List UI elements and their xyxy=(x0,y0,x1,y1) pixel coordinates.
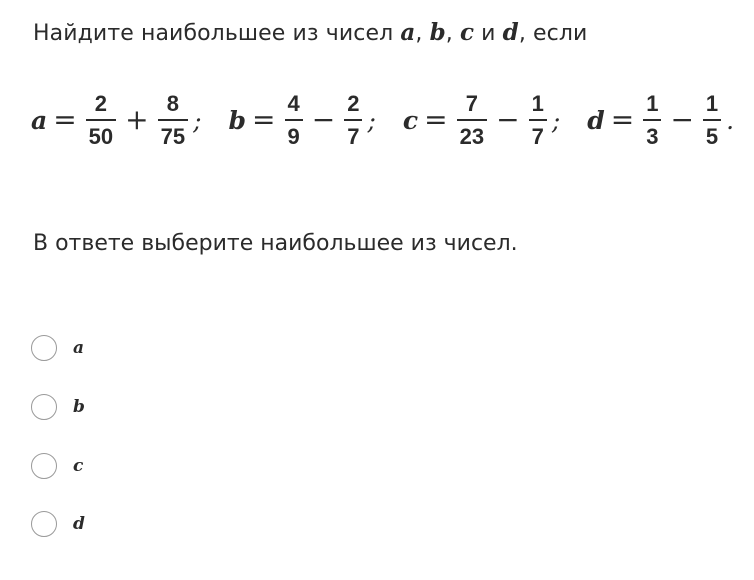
radio-button[interactable] xyxy=(31,511,57,537)
equals-sign: = xyxy=(252,103,276,136)
numerator: 1 xyxy=(646,91,659,117)
option-a[interactable] xyxy=(31,335,84,361)
equals-sign: = xyxy=(610,103,635,136)
equals-sign: = xyxy=(53,103,77,136)
formula-variable: d xyxy=(587,105,605,135)
punctuation: ; xyxy=(551,105,561,135)
denominator: 7 xyxy=(344,119,362,148)
definition-c xyxy=(403,92,560,147)
fraction xyxy=(158,92,188,147)
option-label: a xyxy=(73,338,85,358)
punctuation: . xyxy=(726,105,735,135)
conjunction: и xyxy=(474,21,503,46)
formula-variable: b xyxy=(228,105,247,135)
radio-button[interactable] xyxy=(31,394,57,420)
option-d[interactable] xyxy=(31,511,85,537)
question-suffix: , если xyxy=(518,21,588,46)
option-c[interactable] xyxy=(31,453,83,479)
question-text xyxy=(33,19,587,46)
equals-sign: = xyxy=(424,103,448,136)
fraction xyxy=(703,92,721,147)
definitions-formula xyxy=(31,86,751,154)
radio-button[interactable] xyxy=(31,335,57,361)
operator: − xyxy=(496,103,520,136)
numerator: 8 xyxy=(166,91,179,117)
operator: − xyxy=(670,103,694,136)
variable-c: c xyxy=(459,19,475,46)
radio-button[interactable] xyxy=(31,453,57,479)
variable-d: d xyxy=(502,19,519,46)
formula-variable: a xyxy=(31,105,48,135)
fraction xyxy=(86,92,116,147)
numerator: 1 xyxy=(531,91,544,117)
instruction-text: В ответе выберите наибольшее из чисел. xyxy=(33,231,518,256)
punctuation: ; xyxy=(367,105,376,135)
numerator: 2 xyxy=(94,91,108,117)
denominator: 3 xyxy=(643,119,661,148)
variable-b: b xyxy=(429,19,446,46)
formula-variable: c xyxy=(402,105,419,135)
option-b[interactable] xyxy=(31,394,85,420)
denominator: 7 xyxy=(529,119,547,148)
comma: , xyxy=(445,21,460,46)
numerator: 7 xyxy=(465,91,478,117)
operator: − xyxy=(311,103,336,136)
fraction xyxy=(529,92,547,147)
option-label: d xyxy=(73,514,85,534)
fraction xyxy=(643,92,661,147)
denominator: 23 xyxy=(457,119,487,148)
fraction xyxy=(285,92,303,147)
variable-a: a xyxy=(400,19,416,46)
numerator: 1 xyxy=(705,91,719,117)
numerator: 2 xyxy=(347,91,360,117)
operator: + xyxy=(125,103,149,136)
denominator: 75 xyxy=(158,119,188,148)
option-label: c xyxy=(73,456,84,476)
numerator: 4 xyxy=(287,91,300,117)
question-prefix: Найдите наибольшее из чисел xyxy=(33,21,401,46)
fraction xyxy=(344,92,362,147)
definition-b xyxy=(229,92,376,147)
denominator: 5 xyxy=(703,119,721,148)
definition-a xyxy=(31,92,202,147)
option-label: b xyxy=(73,397,85,417)
denominator: 9 xyxy=(285,119,303,148)
comma: , xyxy=(415,21,430,46)
punctuation: ; xyxy=(193,105,202,135)
denominator: 50 xyxy=(86,119,116,148)
fraction xyxy=(457,92,487,147)
definition-d xyxy=(587,92,734,147)
